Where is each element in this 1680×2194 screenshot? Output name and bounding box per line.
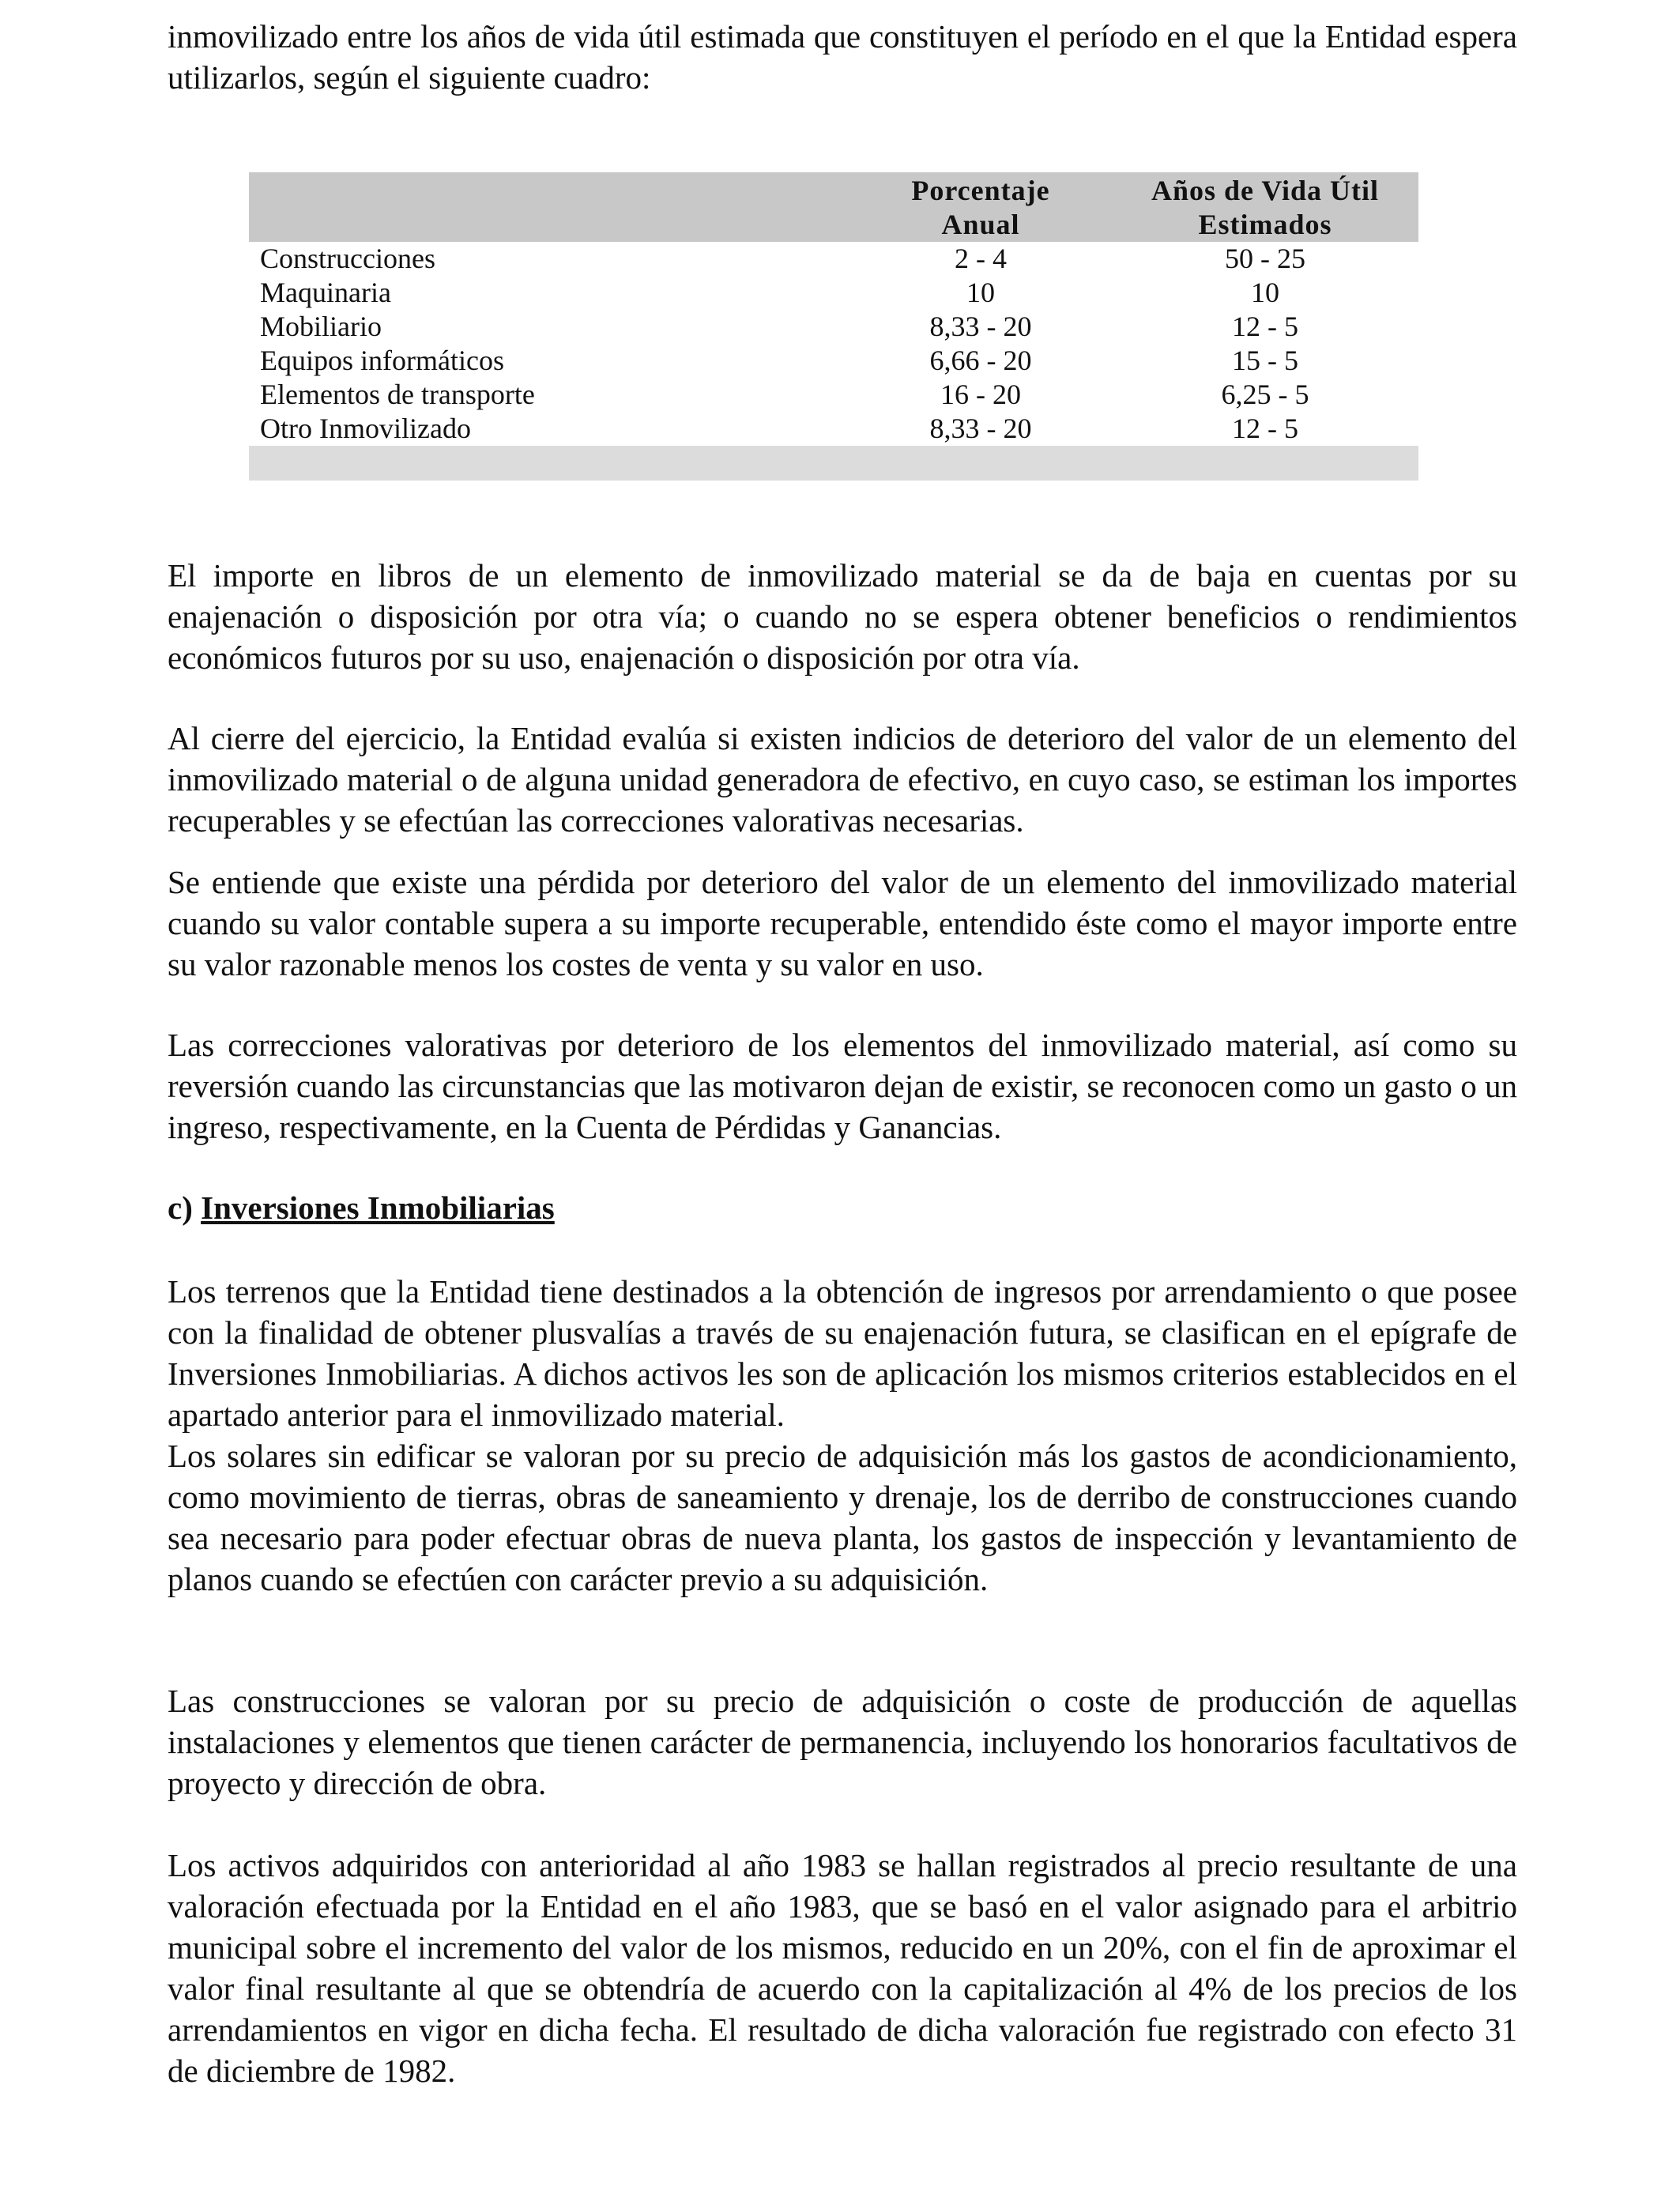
table-row [249, 378, 1418, 412]
table-footer-band [249, 446, 1418, 481]
row-label: Elementos de transporte [260, 379, 535, 410]
row-years: 12 - 5 [1232, 311, 1298, 342]
row-percentage: 6,66 - 20 [929, 345, 1032, 376]
row-percentage: 8,33 - 20 [929, 311, 1032, 342]
row-label: Mobiliario [260, 311, 382, 342]
paragraph-investment-land: Los terrenos que la Entidad tiene destinados a la obtención de ingresos por arrendamiento o que posee con la finalidad de obtener plusvalías a través de su enajenación futura, se clasifican en el epígrafe de Inversiones Inmobiliarias. A dichos activos les son de aplicación los mismos criterios establecidos en el apartado anterior para el inmovilizado material. [168, 1273, 1517, 1433]
table-row [249, 276, 1418, 310]
paragraph-constructions: Las construcciones se valoran por su precio de adquisición o coste de producción de aquellas instalaciones y elementos que tienen carácter de permanencia, incluyendo los honorarios facultativos de proyecto y dirección de obra. [168, 1683, 1517, 1801]
row-label: Otro Inmovilizado [260, 413, 471, 444]
section-heading-title: Inversiones Inmobiliarias [201, 1189, 555, 1226]
row-label: Maquinaria [260, 277, 391, 308]
paragraph-derecognition: El importe en libros de un elemento de inmovilizado material se da de baja en cuentas por su enajenación o disposición por otra vía; o cuando no se espera obtener beneficios o rendimientos económicos futuros por su uso, enajenación o disposición por otra vía. [168, 557, 1517, 676]
row-years: 6,25 - 5 [1221, 379, 1309, 410]
table-row [249, 310, 1418, 344]
paragraph-unbuilt-plots: Los solares sin edificar se valoran por su precio de adquisición más los gastos de acondicionamiento, como movimiento de tierras, obras de saneamiento y drenaje, los de derribo de construcciones cuando sea necesario para poder efectuar obras de nueva planta, los gastos de inspección y levantamiento de planos cuando se efectúen con carácter previo a su adquisición. [168, 1438, 1517, 1597]
paragraph-impairment-loss: Se entiende que existe una pérdida por deterioro del valor de un elemento del inmovilizado material cuando su valor contable supera a su importe recuperable, entendido éste como el mayor importe entre su valor razonable menos los costes de venta y su valor en uso. [168, 864, 1517, 982]
table-row [249, 344, 1418, 378]
header-percentage-line1: Porcentaje [911, 175, 1050, 206]
row-percentage: 2 - 4 [955, 243, 1007, 274]
depreciation-table [249, 172, 1418, 481]
paragraph-impairment-corrections: Las correcciones valorativas por deterioro de los elementos del inmovilizado material, así como su reversión cuando las circunstancias que las motivaron dejan de existir, se reconocen como un gasto o un ingreso, respectivamente, en la Cuenta de Pérdidas y Ganancias. [168, 1027, 1517, 1145]
table-row [249, 412, 1418, 446]
header-useful-life-line2: Estimados [1198, 209, 1332, 240]
depreciation-table-container [249, 172, 1418, 481]
paragraph-impairment-evaluation: Al cierre del ejercicio, la Entidad evalúa si existen indicios de deterioro del valor de un elemento del inmovilizado material o de alguna unidad generadora de efectivo, en cuyo caso, se estiman los importes recuperables y se efectúan las correcciones valorativas necesarias. [168, 720, 1517, 839]
row-years: 12 - 5 [1232, 413, 1298, 444]
row-label: Construcciones [260, 243, 435, 274]
row-percentage: 10 [966, 277, 995, 308]
header-label [249, 172, 849, 242]
section-heading-prefix: c) [168, 1189, 202, 1226]
row-years: 10 [1251, 277, 1279, 308]
table-footer-cell [249, 446, 1418, 481]
table-row [249, 242, 1418, 276]
row-percentage: 16 - 20 [940, 379, 1021, 410]
header-useful-life [1112, 172, 1418, 242]
header-percentage-line2: Anual [941, 209, 1020, 240]
row-label: Equipos informáticos [260, 345, 504, 376]
row-years: 15 - 5 [1232, 345, 1298, 376]
header-percentage [849, 172, 1112, 242]
row-percentage: 8,33 - 20 [929, 413, 1032, 444]
header-useful-life-line1: Años de Vida Útil [1151, 175, 1380, 206]
paragraph-pre-1983-assets: Los activos adquiridos con anterioridad al año 1983 se hallan registrados al precio resultante de una valoración efectuada por la Entidad en el año 1983, que se basó en el valor asignado para el arbitrio municipal sobre el incremento del valor de los mismos, reducido en un 20%, con el fin de aproximar el valor final resultante al que se obtendría de acuerdo con la capitalización al 4% de los precios de los arrendamientos en vigor en dicha fecha. El resultado de dicha valoración fue registrado con efecto 31 de diciembre de 1982. [168, 1847, 1517, 2089]
table-header-row [249, 172, 1418, 242]
section-heading [168, 1187, 1517, 1228]
intro-paragraph: inmovilizado entre los años de vida útil estimada que constituyen el período en el que la Entidad espera utilizarlos, según el siguiente cuadro: [168, 18, 1517, 96]
row-years: 50 - 25 [1225, 243, 1305, 274]
